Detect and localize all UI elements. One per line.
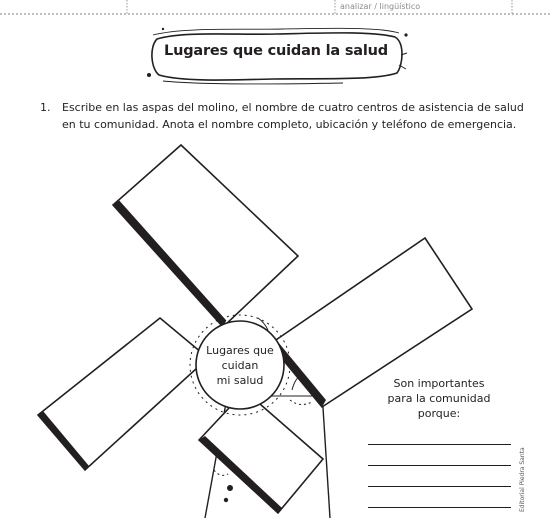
reason-line-2: para la comunidad — [387, 392, 491, 405]
answer-line-4[interactable] — [368, 507, 511, 508]
instruction-number: 1. — [40, 101, 51, 114]
windmill-hub-text — [180, 343, 300, 388]
reason-line-3: porque: — [417, 407, 461, 420]
reason-line-1: Son importantes — [393, 377, 485, 390]
page-title: Lugares que cuidan la salud — [164, 43, 388, 59]
hub-line-2: cuidan — [221, 359, 259, 372]
reason-prompt — [364, 376, 514, 421]
windmill-blade-top-left[interactable] — [113, 145, 298, 327]
windmill-blade-bottom[interactable] — [199, 391, 323, 513]
hub-line-3: mi salud — [216, 374, 264, 387]
instruction-line-1: Escribe en las aspas del molino, el nombre de cuatro centros de asistencia de salud — [62, 101, 524, 114]
windmill-blade-bottom-left[interactable] — [38, 318, 208, 470]
answer-line-1[interactable] — [368, 444, 511, 445]
hub-line-1: Lugares que — [206, 344, 274, 357]
instruction-line-2: en tu comunidad. Anota el nombre completo, ubicación y teléfono de emergencia. — [62, 118, 517, 131]
publisher-credit: Editorial Piedra Santa — [519, 447, 526, 512]
answer-line-3[interactable] — [368, 486, 511, 487]
skill-label: analizar / lingüístico — [340, 2, 421, 11]
answer-line-2[interactable] — [368, 465, 511, 466]
